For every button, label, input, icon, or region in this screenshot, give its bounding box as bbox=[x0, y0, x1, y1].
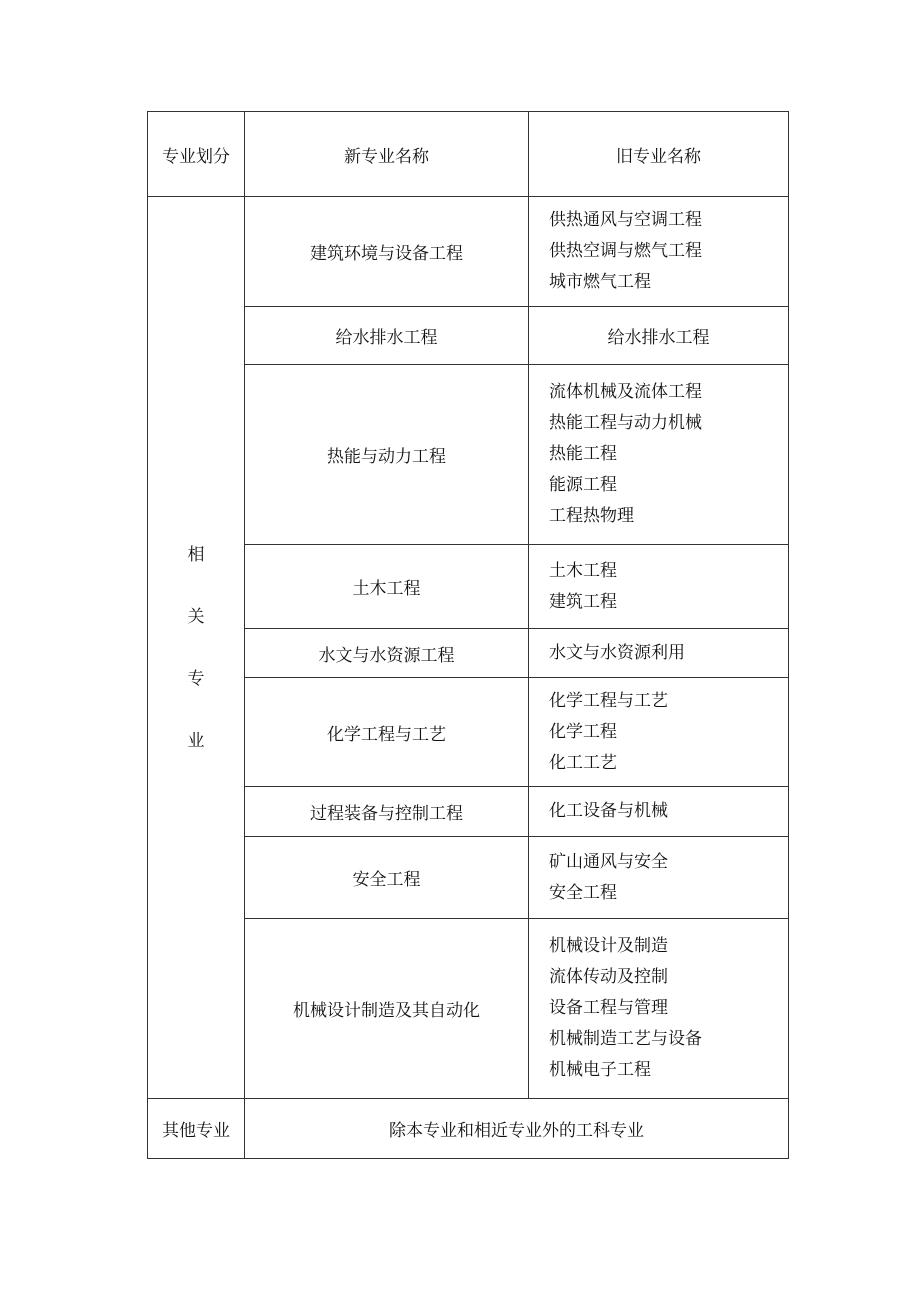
old-major-list: 土木工程 建筑工程 bbox=[529, 545, 789, 629]
header-new-name: 新专业名称 bbox=[245, 112, 529, 197]
table-row bbox=[148, 365, 789, 545]
old-major-list: 供热通风与空调工程 供热空调与燃气工程 城市燃气工程 bbox=[529, 197, 789, 307]
other-majors-text: 除本专业和相近专业外的工科专业 bbox=[245, 1099, 789, 1159]
new-major-name: 土木工程 bbox=[245, 545, 529, 629]
new-major-name: 水文与水资源工程 bbox=[245, 629, 529, 678]
major-table bbox=[147, 111, 789, 1159]
old-major-list: 化工设备与机械 bbox=[529, 787, 789, 837]
table-row bbox=[148, 837, 789, 919]
table-row bbox=[148, 787, 789, 837]
new-major-name: 建筑环境与设备工程 bbox=[245, 197, 529, 307]
table-row bbox=[148, 307, 789, 365]
new-major-name: 机械设计制造及其自动化 bbox=[245, 919, 529, 1099]
related-majors-label: 相 关 专 业 bbox=[148, 197, 245, 1099]
table-row bbox=[148, 919, 789, 1099]
table-row bbox=[148, 678, 789, 787]
new-major-name: 安全工程 bbox=[245, 837, 529, 919]
table-row bbox=[148, 545, 789, 629]
table-row bbox=[148, 197, 789, 307]
other-row bbox=[148, 1099, 789, 1159]
old-major-list: 给水排水工程 bbox=[529, 307, 789, 365]
old-major-list: 矿山通风与安全 安全工程 bbox=[529, 837, 789, 919]
new-major-name: 热能与动力工程 bbox=[245, 365, 529, 545]
old-major-list: 水文与水资源利用 bbox=[529, 629, 789, 678]
new-major-name: 过程装备与控制工程 bbox=[245, 787, 529, 837]
header-category: 专业划分 bbox=[148, 112, 245, 197]
new-major-name: 给水排水工程 bbox=[245, 307, 529, 365]
header-old-name: 旧专业名称 bbox=[529, 112, 789, 197]
header-row bbox=[148, 112, 789, 197]
table-row bbox=[148, 629, 789, 678]
new-major-name: 化学工程与工艺 bbox=[245, 678, 529, 787]
old-major-list: 机械设计及制造 流体传动及控制 设备工程与管理 机械制造工艺与设备 机械电子工程 bbox=[529, 919, 789, 1099]
other-majors-label: 其他专业 bbox=[148, 1099, 245, 1159]
old-major-list: 化学工程与工艺 化学工程 化工工艺 bbox=[529, 678, 789, 787]
old-major-list: 流体机械及流体工程 热能工程与动力机械 热能工程 能源工程 工程热物理 bbox=[529, 365, 789, 545]
